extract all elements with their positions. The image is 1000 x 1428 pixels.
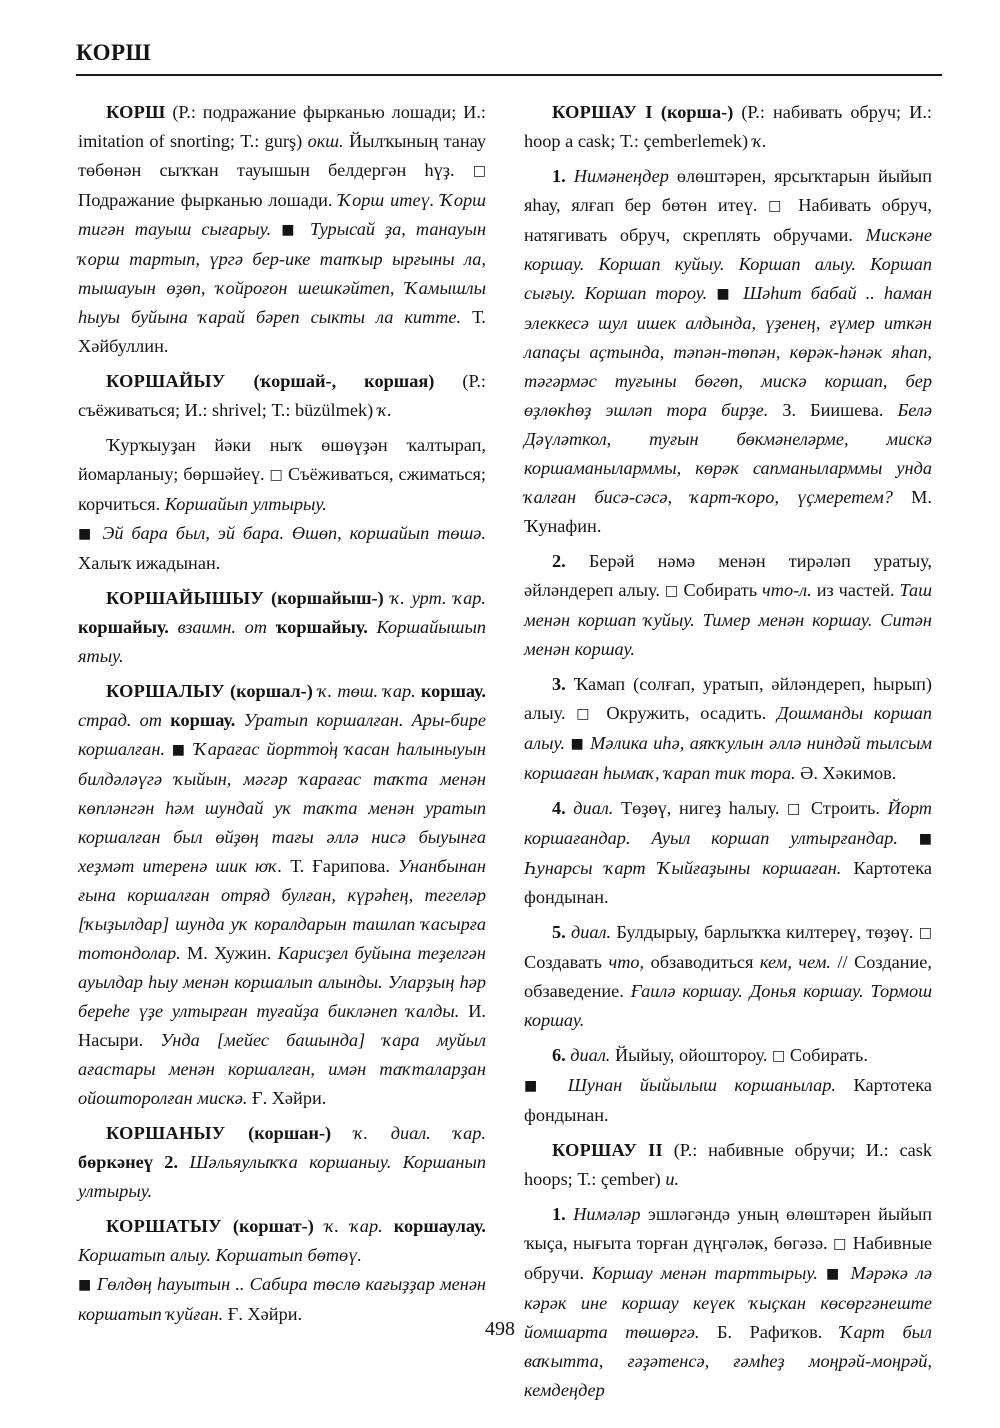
open-square-icon: □ [918, 925, 932, 941]
filled-square-icon: ■ [825, 1266, 843, 1282]
page-number: 498 [485, 1318, 515, 1340]
filled-square-icon: ■ [716, 286, 735, 302]
open-square-icon: □ [768, 198, 788, 214]
open-square-icon: □ [833, 1236, 848, 1252]
entry-korshaiyu: КОРШАЙЫУ (ҡоршай-, коршая) (Р.: съёживаться; И.: shrivel; Т.: büzülmek) ҡ. [78, 371, 486, 420]
sense-3: 3. Ҡамап (солғап, уратып, әйләндереп, һырып) алыу. □ Окружить, осадить. Дошманды коршап алыу. ■ Мәлика иһә, аяҡҡулын әллә ниндәй тылсым коршаған һымаҡ, ҡарап тик тора. Ә. Хәкимов. [524, 674, 933, 783]
headword: КОРШАЛЫУ [106, 681, 225, 701]
entry-korshaiyshyu: КОРШАЙЫШЫУ (коршайыш-) ҡ. урт. ҡар. коршайыу. взаимн. от ҡоршайыу. Коршайышып ятыу. [78, 588, 486, 666]
open-square-icon: □ [269, 467, 284, 483]
open-square-icon: □ [772, 1048, 786, 1064]
headword: КОРШАНЫУ [106, 1123, 226, 1143]
headword: КОРШАТЫУ [106, 1216, 222, 1236]
entry-korshalyu: КОРШАЛЫУ (коршал-) ҡ. төш. ҡар. коршау. страд. от коршау. Уратып коршалған. Ары-бире коршалған. ■ Ҡарағас йортто҅ң ҡасан һалыныуын билдәләүгә ҡыйын, мәгәр ҡарағас таҡта менән көпләнгән һәм шундай уҡ таҡта менән уратып коршалған был өйҙөң тағы әллә нисә быуынға хеҙмәт итеренә шик юҡ. Т. Ғарипова. Унанбынан ғына коршалған отряд булған, күрәһең, тегеләр [ҡыҙылдар] шунда уҡ коралдарын ташлап ҡасырға тотондолар. М. Хужин. Карисҙел буйына теҙелгән ауылдар һыу менән коршалып алынды. Уларҙың һәр береһе үҙе ултырған туғайҙа бикләнеп ҡалды. И. Насыри. Унда [мейес башында] ҡара муйыл ағастары менән коршалған, имән таҡталарҙан ойошторолған мискә. Ғ. Хәйри. [78, 681, 486, 1108]
filled-square-icon: ■ [918, 831, 932, 847]
filled-square-icon: ■ [570, 736, 585, 752]
running-head: КОРШ [76, 40, 152, 65]
headword: КОРШАУ II [552, 1140, 663, 1160]
filled-square-icon: ■ [171, 742, 188, 758]
headword: КОРШАЙЫУ [106, 371, 226, 391]
sense-1: 1. Нимәләр эшләгәндә уның өлөштәрен йыйып ҡыҫа, нығыта торған дүңгәләк, бөгәзә. □ Набивные обручи. Коршау менән тарттырыу. ■ Мәрәкә лә кәрәк ине коршау кеүек ҡыҫкан көсөргәнеште йомшарта төшөргә. Б. Рафиҡов. Ҡарт был ваҡытта, ғәҙәтенсә, ғәмһеҙ моңрәй-моңрәй, кемдеңдер [524, 1204, 933, 1400]
filled-square-icon: ■ [78, 1277, 92, 1293]
entry-korshanyu: КОРШАНЫУ (коршан-) ҡ. диал. ҡар. бөркәнеү 2. Шәльяулыҡҡа коршаныу. Коршанып ултырыу. [78, 1123, 486, 1201]
open-square-icon: □ [472, 163, 486, 179]
open-square-icon: □ [786, 801, 804, 817]
entry-korsh: КОРШ (Р.: подражание фырканью лошади; И.: imitation of snorting; Т.: gurş) окш. Йылҡының танау төбөнән сыҡҡан тауышын белдергән һүҙ. □ Подражание фырканью лошади. Ҡорш итеү. Ҡорш тигән тауыш сығарыу. ■ Турысай ҙа, танауын ҡорш тартып, үргә бер-ике тапҡыр ырғыны ла, тышауын өҙөп, ҡойроғон шешкәйтеп, Ҡамышлы һыуы буйына ҡарай бәреп сыкты ла китте. Т. Хәйбуллин. [78, 102, 487, 356]
left-column [78, 98, 486, 1335]
sense-2: 2. Берәй нәмә менән тирәләп уратыу, әйләндереп алыу. □ Собирать что-л. из частей. Таш менән коршап ҡуйыу. Тимер менән коршау. Ситән менән коршау. [524, 551, 932, 659]
sense-6: 6. диал. Йыйыу, ойоштороу. □ Собирать. ■ Шунан йыйылыш коршанылар. Картотека фондынан. [524, 1045, 932, 1125]
right-column [524, 98, 932, 1411]
filled-square-icon: ■ [78, 526, 95, 542]
headword: КОРШАУ I [552, 102, 653, 122]
sense-4: 4. диал. Төҙөү, нигеҙ һалыу. □ Строить. Йорт коршағандар. Ауыл коршап ултырғандар. ■ Һунарсы ҡарт Ҡыйғаҙыны коршаған. Картотека фондынан. [524, 798, 932, 907]
filled-square-icon: ■ [524, 1078, 551, 1094]
headword: КОРШАЙЫШЫУ [106, 588, 265, 608]
sense-1: 1. Нимәнеңдер өлөштәрен, ярсыҡтарын йыйып яһау, ялғап бер бөтөн итеү. □ Набивать обруч, натягивать обруч, скреплять обручами. Мискәне коршау. Коршап куйыу. Коршап алыу. Коршап сығыу. Коршап тороу. ■ Шәһит бабай .. һаман элеккесә шул ишек алдында, үҙенең, ғүмер иткән лапаҫы аҫтында, тәпән-төпән, көрәк-һәнәк яһап, тәгәрмәс туғыны бөгөп, мискә коршап, бер өҙлөкһөҙ эшләп тора бирҙе. З. Биишева. Белә Дәүләткол, туғын бөкмәнеләрме, мискә коршаманыларммы, көрәк сапманыларммы унда ҡалған бисә-сәсә, ҡарт-ҡоро, үҫмеретем? М. Ҡунафин. [524, 166, 933, 536]
sense-5: 5. диал. Булдырыу, барлыҡҡа килтереү, төҙөү. □ Создавать что, обзаводиться кем, чем. // Создание, обзаведение. Ғаилә коршау. Донья коршау. Тормош коршау. [524, 922, 932, 1030]
open-square-icon: □ [664, 583, 679, 599]
open-square-icon: □ [576, 706, 596, 722]
entry-korshatyu: КОРШАТЫУ (коршат-) ҡ. ҡар. коршаулау. Коршатып алыу. Коршатып бөтөү. ■ Гөлдөң һауытын .. Сабира төслө кағыҙҙар менән коршатып ҡуйған. Ғ. Хәйри. [78, 1216, 486, 1324]
entry-korshau-1: КОРШАУ I (корша-) (Р.: набивать обруч; И.: hoop a cask; Т.: çemberlemek) ҡ. [524, 102, 933, 151]
entry-korshau-2: КОРШАУ II (Р.: набивные обручи; И.: cask hoops; Т.: çember) и. [524, 1140, 932, 1189]
entry-korshaiyu-def: Ҡурҡыуҙан йәки ныҡ өшөүҙән ҡалтырап, йомарланыу; бөршәйеү. □ Съёживаться, сжиматься; корчиться. Коршайып ултырыу. ■ Эй бара был, эй бара. Өшөп, коршайып төшә. Халыҡ ижадынан. [78, 435, 486, 573]
headword: КОРШ [106, 102, 166, 122]
header-rule [76, 74, 942, 76]
filled-square-icon: ■ [281, 222, 300, 238]
